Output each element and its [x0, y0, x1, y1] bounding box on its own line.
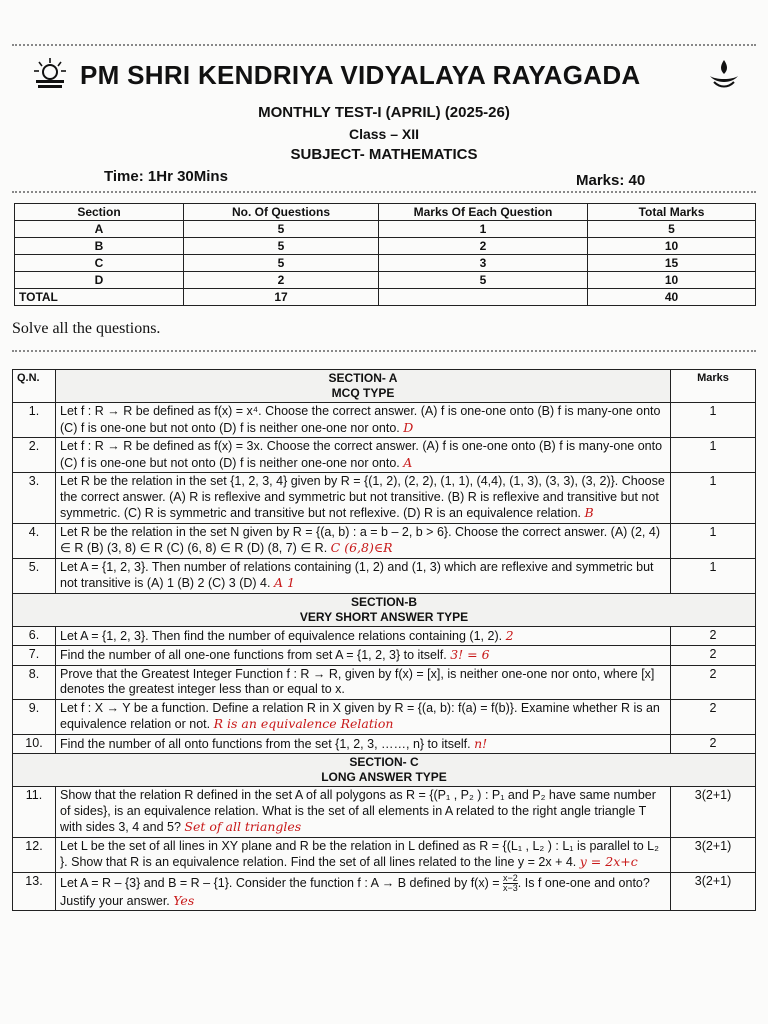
question-number: 7. [13, 646, 56, 666]
question-marks: 1 [671, 473, 756, 524]
table-row-total [15, 289, 756, 306]
question-number: 8. [13, 665, 56, 699]
marks-header: Marks [671, 370, 756, 403]
question-marks: 2 [671, 626, 756, 646]
question-text: Let R be the relation in the set {1, 2, 3, 4} given by R = {(1, 2), (2, 2), (1, 1), (4,4), (1, 3), (3, 3), (3, 2)}. Choose the correct answer. (A) R is reflexive and symmetric but not transitive. (B) R is reflexive and transitive but not symmetric. (C) R is symmetric and transitive but not reflexive. (D) R is an equivalence relation. [60, 474, 665, 520]
column-header: Marks Of Each Question [379, 204, 588, 221]
question-marks: 2 [671, 734, 756, 754]
table-cell: 10 [588, 238, 756, 255]
question-row [13, 734, 756, 754]
question-marks: 1 [671, 438, 756, 473]
fraction-numerator: x−2 [503, 872, 518, 883]
question-number: 2. [13, 438, 56, 473]
question-marks: 2 [671, 646, 756, 666]
question-marks: 1 [671, 558, 756, 593]
table-cell: 1 [379, 221, 588, 238]
question-cell [56, 558, 671, 593]
section-title: SECTION-B [351, 594, 417, 609]
section-title: SECTION- A [328, 371, 398, 385]
table-cell: 15 [588, 255, 756, 272]
question-text: Let R be the relation in the set N given by R = {(a, b) : a = b – 2, b > 6}. Choose the correct answer. (A) (2, 4) ∈ R (B) (3, 8) ∈ R (C) (6, 8) ∈ R (D) (8, 7) ∈ R. [60, 524, 660, 555]
question-row [13, 558, 756, 593]
section-type: VERY SHORT ANSWER TYPE [299, 609, 469, 624]
handwritten-answer: y = 2x+c [579, 854, 638, 869]
table-cell [379, 289, 588, 306]
question-number: 6. [13, 626, 56, 646]
question-cell [56, 403, 671, 438]
question-marks: 3(2+1) [671, 787, 756, 838]
question-number: 1. [13, 403, 56, 438]
question-text: Let A = {1, 2, 3}. Then number of relations containing (1, 2) and (1, 3) which are reflexive and symmetric but not transitive is (A) 1 (B) 2 (C) 3 (D) 4. [60, 559, 654, 590]
question-cell [56, 699, 671, 734]
lamp-icon [706, 56, 742, 92]
question-number: 3. [13, 473, 56, 524]
question-text: Let f : R → R be defined as f(x) = x⁴. Choose the correct answer. (A) f is one-one onto (B) f is many-one onto (C) f is one-one but not onto (D) f is neither one-one nor onto. [60, 404, 661, 435]
section-a-heading [56, 370, 671, 403]
question-cell [56, 872, 671, 911]
table-header-row [15, 204, 756, 221]
table-cell: TOTAL [15, 289, 184, 306]
handwritten-answer: 2 [505, 627, 514, 643]
section-type: MCQ TYPE [331, 386, 395, 400]
question-row [13, 438, 756, 473]
table-cell: 2 [379, 238, 588, 255]
table-cell: D [15, 272, 184, 289]
fraction [503, 874, 518, 893]
header-dotted-rule [12, 191, 756, 193]
question-cell [56, 734, 671, 754]
question-row [13, 665, 756, 699]
question-text-tail: . Is f one-one and onto? Justify your answer. [60, 875, 650, 908]
handwritten-answer: A 1 [273, 575, 295, 590]
table-cell: 3 [379, 255, 588, 272]
section-a-header-row [13, 370, 756, 403]
question-row [13, 837, 756, 872]
table-row [15, 255, 756, 272]
question-number: 12. [13, 837, 56, 872]
question-cell [56, 787, 671, 838]
question-cell [56, 646, 671, 666]
question-number: 13. [13, 872, 56, 911]
question-marks: 1 [671, 403, 756, 438]
test-title: MONTHLY TEST-I (APRIL) (2025-26) [258, 104, 510, 121]
question-text: Show that the relation R defined in the set A of all polygons as R = {(P₁ , P₂ ) : P₁ and P₂ have same number of sides}, is an equivalence relation. What is the set of all elements in A related to the right angle triangle T with sides 3, 4 and 5? [60, 788, 656, 834]
handwritten-answer: A [403, 454, 413, 470]
section-title: SECTION- C [349, 755, 419, 769]
question-cell [56, 626, 671, 646]
handwritten-answer: R is an equivalence Relation [213, 716, 394, 731]
class-label: Class – XII [348, 126, 420, 142]
kvs-logo-icon [30, 56, 70, 90]
question-marks: 2 [671, 665, 756, 699]
handwritten-answer: D [403, 419, 414, 435]
question-number: 9. [13, 699, 56, 734]
table-cell: 5 [184, 238, 379, 255]
handwritten-answer: B [584, 505, 594, 520]
qn-header: Q.N. [13, 370, 56, 403]
table-cell: B [15, 238, 184, 255]
table-cell: 5 [184, 221, 379, 238]
question-row [13, 699, 756, 734]
question-marks: 2 [671, 699, 756, 734]
handwritten-answer: Set of all triangles [184, 819, 302, 834]
question-cell [56, 438, 671, 473]
question-text: Let f : R → R be defined as f(x) = 3x. Choose the correct answer. (A) f is one-one onto (B) f is many-one onto (C) f is one-one but not onto (D) f is neither one-one nor onto. [60, 439, 663, 470]
table-row [15, 272, 756, 289]
question-cell [56, 473, 671, 524]
instruction-text: Solve all the questions. [12, 320, 161, 337]
fraction-denominator: x−3 [503, 882, 518, 893]
question-text: Find the number of all onto functions from the set {1, 2, 3, ……, n} to itself. [60, 736, 471, 751]
handwritten-answer: Yes [173, 892, 195, 908]
question-cell [56, 523, 671, 558]
time-label: Time: 1Hr 30Mins [104, 168, 228, 185]
question-marks: 1 [671, 523, 756, 558]
table-cell: 10 [588, 272, 756, 289]
column-header: Section [15, 204, 184, 221]
table-cell: C [15, 255, 184, 272]
question-marks: 3(2+1) [671, 872, 756, 911]
question-cell [56, 837, 671, 872]
handwritten-answer: C (6,8)∈R [330, 540, 393, 555]
handwritten-answer: 3! = 6 [450, 647, 490, 662]
column-header: No. Of Questions [184, 204, 379, 221]
question-row [13, 403, 756, 438]
question-text: Find the number of all one-one functions from set A = {1, 2, 3} to itself. [60, 648, 447, 662]
question-row [13, 523, 756, 558]
question-row [13, 473, 756, 524]
question-text: Prove that the Greatest Integer Function f : R → R, given by f(x) = [x], is neither one-one nor onto, where [x] denotes the greatest integer less than or equal to x. [60, 666, 655, 696]
question-text: Let A = R – {3} and B = R – {1}. Consider the function f : A → B defined by f(x) = [60, 875, 500, 890]
question-number: 10. [13, 734, 56, 754]
table-cell: 5 [379, 272, 588, 289]
section-b-heading [13, 593, 756, 626]
question-row [13, 646, 756, 666]
marks-distribution-table [14, 203, 756, 306]
questions-table [12, 369, 756, 911]
question-text: Let f : X → Y be a function. Define a relation R in X given by R = {(a, b): f(a) = f(b)}. Examine whether R is an equivalence relation or not. [60, 700, 660, 731]
column-header: Total Marks [588, 204, 756, 221]
marks-label: Marks: 40 [576, 172, 646, 189]
question-text: Let L be the set of all lines in XY plane and R be the relation in L defined as R = {(L₁ , L₂ ) : L₁ is parallel to L₂ }. Show that R is an equivalence relation. Find the set of all lines related to the line y = 2x + 4. [60, 838, 659, 869]
table-row [15, 238, 756, 255]
section-b-header-row [13, 593, 756, 626]
section-type: LONG ANSWER TYPE [321, 770, 447, 784]
handwritten-answer: n! [474, 735, 488, 751]
subject-label: SUBJECT- MATHEMATICS [290, 146, 478, 163]
question-number: 4. [13, 523, 56, 558]
question-cell [56, 665, 671, 699]
table-cell: 40 [588, 289, 756, 306]
school-name: PM SHRI KENDRIYA VIDYALAYA RAYAGADA [80, 60, 641, 90]
table-cell: 5 [184, 255, 379, 272]
table-cell: 2 [184, 272, 379, 289]
section-c-header-row [13, 754, 756, 787]
question-marks: 3(2+1) [671, 837, 756, 872]
question-number: 5. [13, 558, 56, 593]
table-row [15, 221, 756, 238]
question-row [13, 787, 756, 838]
table-cell: 5 [588, 221, 756, 238]
table-cell: A [15, 221, 184, 238]
question-number: 11. [13, 787, 56, 838]
question-row [13, 872, 756, 911]
question-text: Let A = {1, 2, 3}. Then find the number of equivalence relations containing (1, 2). [60, 628, 503, 643]
instruction-dotted-rule [12, 350, 756, 352]
section-c-heading [13, 754, 756, 787]
top-dotted-rule [12, 44, 756, 46]
table-cell: 17 [184, 289, 379, 306]
question-row [13, 626, 756, 646]
